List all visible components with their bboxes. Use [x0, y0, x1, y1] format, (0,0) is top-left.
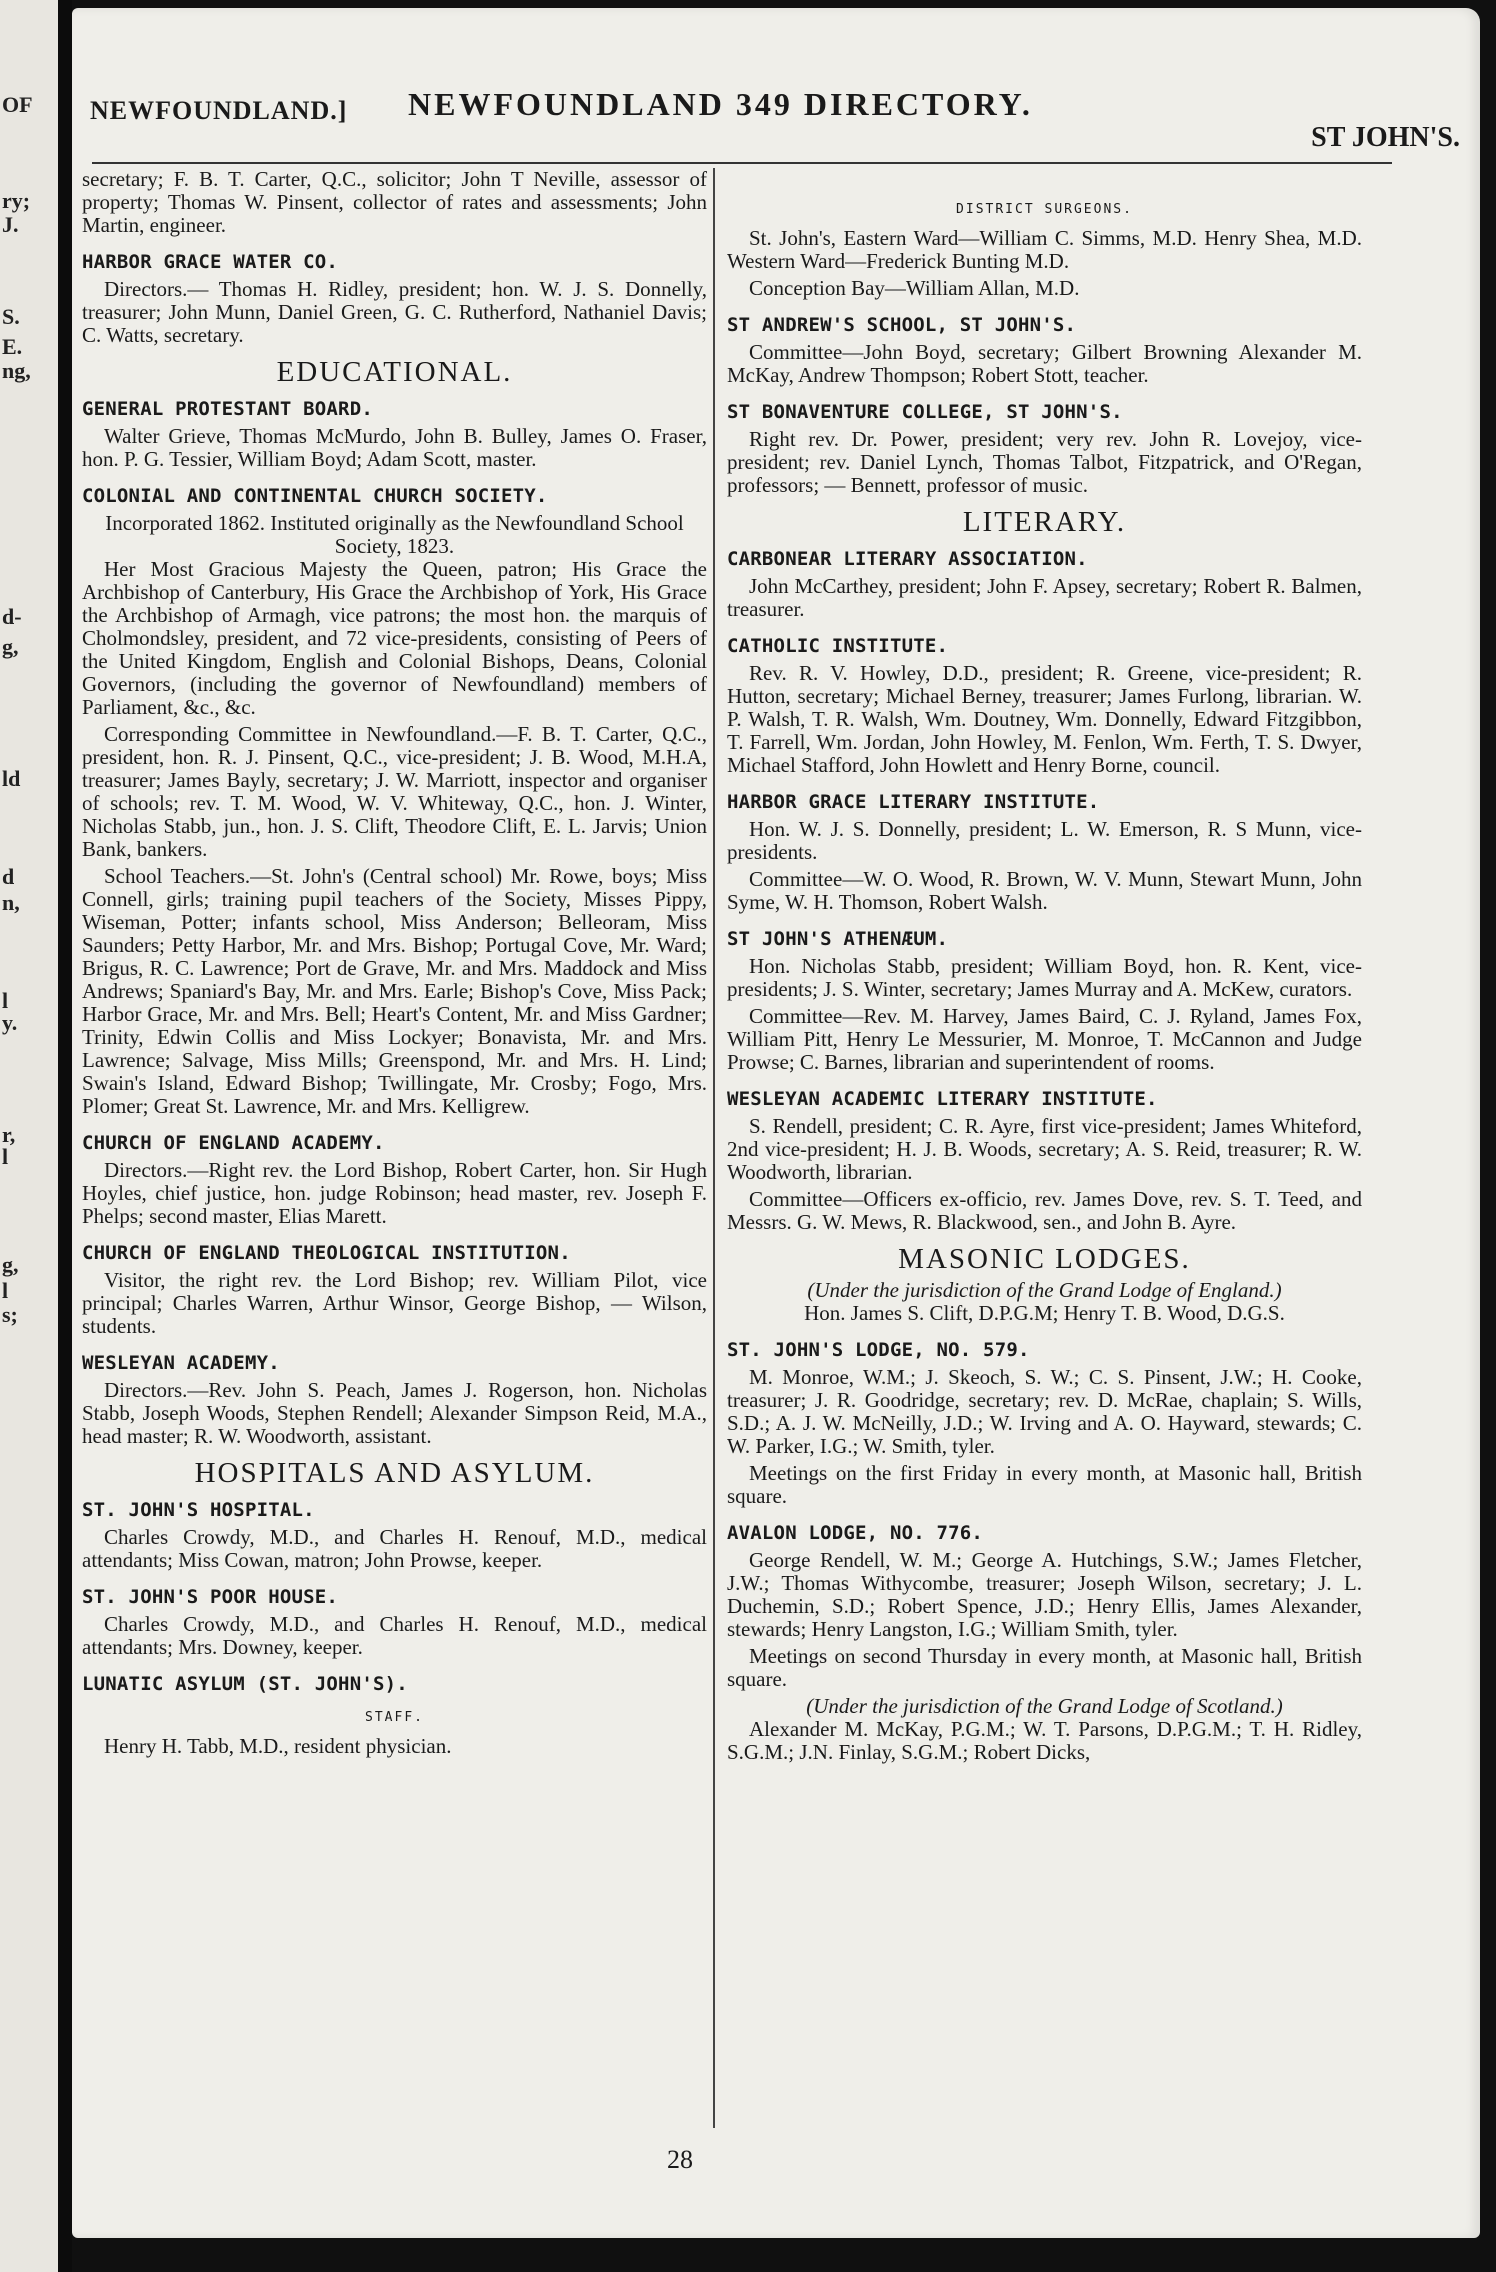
entry-paragraph: Committee—Rev. M. Harvey, James Baird, C. J. Ryland, James Fox, William Pitt, Henry Le Messurier, M. Monroe, T. McCannon and Judge Prowse; C. Barnes, librarian and superintendent of rooms. — [727, 1004, 1362, 1074]
strip-fragment: n, — [2, 890, 20, 915]
strip-fragment: d — [2, 864, 15, 889]
entry-paragraph: Hon. Nicholas Stabb, president; William Boyd, hon. R. Kent, vice-presidents; J. S. Winter, secretary; James Murray and A. McKew, curators. — [727, 954, 1362, 1001]
strip-fragment: l — [2, 1144, 9, 1169]
page-gutter — [58, 0, 72, 2272]
entry-paragraph: S. Rendell, president; C. R. Ayre, first vice-president; James Whiteford, 2nd vice-president; H. J. B. Woods, secretary; A. S. Reid, treasurer; R. W. Woodworth, librarian. — [727, 1114, 1362, 1184]
strip-fragment: l — [2, 988, 9, 1013]
entry-heading: ST ANDREW'S SCHOOL, ST JOHN'S. — [727, 314, 1077, 336]
entry-paragraph: Her Most Gracious Majesty the Queen, patron; His Grace the Archbishop of Canterbury, His Grace the Archbishop of York, His Grace the Archbishop of Armagh, vice patrons; the most hon. the marquis of Cholmondsley, president, and 72 vice-presidents, consisting of Peers of the United Kingdom, English and Colonial Bishops, Deans, Colonial Governors, (including the governor of Newfoundland) members of Parliament, &c., &c. — [82, 557, 707, 719]
entry-paragraph: School Teachers.—St. John's (Central school) Mr. Rowe, boys; Miss Connell, girls; training pupil teachers of the Society, Misses Pippy, Wiseman, Potter; infants school, Miss Anderson; Belleoram, Miss Saunders; Petty Harbor, Mr. and Mrs. Bishop; Portugal Cove, Mr. Ward; Brigus, R. C. Lawrence; Port de Grave, Mr. and Mrs. Maddock and Miss Andrews; Spaniard's Bay, Mr. and Mrs. Earle; Bishop's Cove, Miss Pack; Harbor Grace, Mr. and Mrs. Bell; Heart's Content, Mr. and Miss Gardner; Trinity, Edwin Collis and Miss Lockyer; Bonavista, Mr. and Mrs. Lawrence; Salvage, Miss Mills; Greenspond, Mr. and Mrs. H. Lind; Swain's Island, Edward Bishop; Twillingate, Mr. Crosby; Fogo, Mrs. Plomer; Great St. Lawrence, Mr. and Mrs. Kelligrew. — [82, 864, 707, 1118]
entry-heading: CARBONEAR LITERARY ASSOCIATION. — [727, 548, 1088, 570]
section-title: HOSPITALS AND ASYLUM. — [194, 1457, 595, 1489]
adjacent-page-strip — [0, 0, 58, 2272]
entry-paragraph: Walter Grieve, Thomas McMurdo, John B. Bulley, James O. Fraser, hon. P. G. Tessier, William Boyd; Adam Scott, master. — [82, 424, 707, 471]
strip-fragment: g, — [2, 634, 19, 659]
entry-paragraph: Committee—John Boyd, secretary; Gilbert Browning Alexander M. McKay, Andrew Thompson; Robert Stott, teacher. — [727, 340, 1362, 387]
entry-paragraph: Hon. W. J. S. Donnelly, president; L. W. Emerson, R. S Munn, vice-presidents. — [727, 817, 1362, 864]
directory-page — [72, 8, 1480, 2238]
entry-heading: ST. JOHN'S HOSPITAL. — [82, 1499, 315, 1521]
sub-heading: DISTRICT SURGEONS. — [956, 202, 1133, 217]
entry-heading: HARBOR GRACE LITERARY INSTITUTE. — [727, 791, 1100, 813]
entry-paragraph: Directors.—Right rev. the Lord Bishop, Robert Carter, hon. Sir Hugh Hoyles, chief justice, hon. judge Robinson; head master, rev. Joseph F. Phelps; second master, Elias Marett. — [82, 1158, 707, 1228]
entry-heading: CATHOLIC INSTITUTE. — [727, 635, 949, 657]
centered-note: Hon. James S. Clift, D.P.G.M; Henry T. B. Wood, D.G.S. — [804, 1301, 1285, 1325]
header-right: ST JOHN'S. — [1311, 122, 1460, 153]
jurisdiction-note: (Under the jurisdiction of the Grand Lodge of England.) — [807, 1278, 1282, 1302]
entry-heading: WESLEYAN ACADEMY. — [82, 1352, 280, 1374]
strip-fragment: S. — [2, 304, 20, 329]
strip-fragment: ry; — [2, 188, 31, 213]
entry-paragraph: Henry H. Tabb, M.D., resident physician. — [104, 1734, 452, 1758]
entry-paragraph: Rev. R. V. Howley, D.D., president; R. Greene, vice-president; R. Hutton, secretary; Michael Berney, treasurer; James Furlong, librarian. W. P. Walsh, T. R. Walsh, Wm. Doutney, Wm. Donnelly, Edward Fitzgibbon, T. Farrell, Wm. Jordan, John Howley, M. Fenlon, Wm. Ferth, T. S. Dwyer, Michael Stafford, John Howlett and Henry Borne, council. — [727, 661, 1362, 777]
entry-paragraph: Alexander M. McKay, P.G.M.; W. T. Parsons, D.P.G.M.; T. H. Ridley, S.G.M.; J.N. Finlay, S.G.M.; Robert Dicks, — [727, 1717, 1362, 1764]
entry-paragraph: Directors.— Thomas H. Ridley, president; hon. W. J. S. Donnelly, treasurer; John Munn, Daniel Green, G. C. Rutherford, Nathaniel Davis; C. Watts, secretary. — [82, 277, 707, 347]
section-title: EDUCATIONAL. — [276, 356, 513, 388]
entry-heading: GENERAL PROTESTANT BOARD. — [82, 398, 373, 420]
strip-fragment: l — [2, 1278, 9, 1303]
entry-paragraph: Meetings on the first Friday in every month, at Masonic hall, British square. — [727, 1461, 1362, 1508]
strip-fragment: ng, — [2, 358, 31, 383]
entry-paragraph: Charles Crowdy, M.D., and Charles H. Renouf, M.D., medical attendants; Mrs. Downey, keeper. — [82, 1612, 707, 1659]
entry-paragraph: Right rev. Dr. Power, president; very rev. John R. Lovejoy, vice-president; rev. Daniel Lynch, Thomas Talbot, Fitzpatrick, and O'Regan, professors; — Bennett, professor of music. — [727, 427, 1362, 497]
header-rule — [92, 162, 1392, 164]
strip-fragment: E. — [2, 334, 23, 359]
entry-paragraph: Charles Crowdy, M.D., and Charles H. Renouf, M.D., medical attendants; Miss Cowan, matron; John Prowse, keeper. — [82, 1525, 707, 1572]
strip-fragment: r, — [2, 1122, 16, 1147]
centered-note: Incorporated 1862. Instituted originally as the Newfoundland School Society, 1823. — [105, 511, 684, 558]
entry-paragraph: George Rendell, W. M.; George A. Hutchings, S.W.; James Fletcher, J.W.; Thomas Withycombe, treasurer; Joseph Wilson, secretary; J. L. Duchemin, S.D.; Robert Spence, J.D.; Henry Ellis, James Alexander, stewards; Henry Langston, I.G.; William Smith, tyler. — [727, 1548, 1362, 1641]
section-title: MASONIC LODGES. — [898, 1243, 1191, 1275]
left-column — [82, 168, 707, 1762]
entry-heading: ST JOHN'S ATHENÆUM. — [727, 928, 949, 950]
strip-fragment: OF — [2, 92, 33, 117]
entry-paragraph: Committee—Officers ex-officio, rev. James Dove, rev. S. T. Teed, and Messrs. G. W. Mews, R. Blackwood, sen., and John B. Ayre. — [727, 1187, 1362, 1234]
page-number: 28 — [667, 2145, 693, 2174]
column-divider — [713, 168, 715, 2128]
header-center: NEWFOUNDLAND 349 DIRECTORY. — [408, 86, 1033, 122]
entry-paragraph: Conception Bay—William Allan, M.D. — [749, 276, 1080, 300]
jurisdiction-note: (Under the jurisdiction of the Grand Lodge of Scotland.) — [806, 1694, 1283, 1718]
entry-paragraph: John McCarthey, president; John F. Apsey, secretary; Robert R. Balmen, treasurer. — [727, 574, 1362, 621]
entry-paragraph: Visitor, the right rev. the Lord Bishop; rev. William Pilot, vice principal; Charles Warren, Arthur Winsor, George Bishop, — Wilson, students. — [82, 1268, 707, 1338]
entry-heading: ST BONAVENTURE COLLEGE, ST JOHN'S. — [727, 401, 1123, 423]
strip-fragment: s; — [2, 1302, 18, 1327]
section-title: LITERARY. — [962, 506, 1127, 538]
entry-paragraph: Committee—W. O. Wood, R. Brown, W. V. Munn, Stewart Munn, John Syme, W. H. Thomson, Robert Walsh. — [727, 867, 1362, 914]
sub-heading: STAFF. — [365, 1710, 424, 1725]
entry-heading: ST. JOHN'S LODGE, NO. 579. — [727, 1339, 1030, 1361]
entry-heading: AVALON LODGE, NO. 776. — [727, 1522, 984, 1544]
entry-paragraph: M. Monroe, W.M.; J. Skeoch, S. W.; C. S. Pinsent, J.W.; H. Cooke, treasurer; J. R. Goodridge, secretary; rev. D. McRae, chaplain; S. Wills, S.D.; A. J. W. McNeilly, J.D.; W. Irving and A. O. Hayward, stewards; C. W. Parker, I.G.; W. Smith, tyler. — [727, 1365, 1362, 1458]
entry-heading: WESLEYAN ACADEMIC LITERARY INSTITUTE. — [727, 1088, 1158, 1110]
entry-heading: LUNATIC ASYLUM (ST. JOHN'S). — [82, 1673, 408, 1695]
entry-heading: CHURCH OF ENGLAND ACADEMY. — [82, 1132, 385, 1154]
strip-fragment: d- — [2, 604, 22, 629]
entry-paragraph: Meetings on second Thursday in every month, at Masonic hall, British square. — [727, 1644, 1362, 1691]
entry-heading: HARBOR GRACE WATER CO. — [82, 251, 339, 273]
entry-paragraph: Directors.—Rev. John S. Peach, James J. Rogerson, hon. Nicholas Stabb, Joseph Woods, Stephen Rendell; Alexander Simpson Reid, M.A., head master; R. W. Woodworth, assistant. — [82, 1378, 707, 1448]
entry-heading: COLONIAL AND CONTINENTAL CHURCH SOCIETY. — [82, 485, 548, 507]
strip-fragment: J. — [2, 212, 19, 237]
strip-fragment: ld — [2, 766, 21, 791]
header-left: NEWFOUNDLAND.] — [90, 96, 348, 125]
page-header — [90, 80, 1460, 160]
right-column — [727, 188, 1362, 1768]
entry-heading: CHURCH OF ENGLAND THEOLOGICAL INSTITUTION. — [82, 1242, 571, 1264]
strip-fragment: y. — [2, 1010, 18, 1035]
entry-heading: ST. JOHN'S POOR HOUSE. — [82, 1586, 339, 1608]
strip-fragment: g, — [2, 1252, 19, 1277]
entry-paragraph: St. John's, Eastern Ward—William C. Simms, M.D. Henry Shea, M.D. Western Ward—Frederick Bunting M.D. — [727, 226, 1362, 273]
entry-paragraph: Corresponding Committee in Newfoundland.—F. B. T. Carter, Q.C., president, hon. R. J. Pinsent, Q.C., vice-president; J. B. Wood, M.H.A, treasurer; James Bayly, secretary; J. W. Marriott, inspector and organiser of schools; rev. T. M. Wood, W. V. Whiteway, Q.C., hon. J. Winter, Nicholas Stabb, jun., hon. J. S. Clift, Theodore Clift, E. L. Jarvis; Union Bank, bankers. — [82, 722, 707, 861]
entry-paragraph: secretary; F. B. T. Carter, Q.C., solicitor; John T Neville, assessor of property; Thomas W. Pinsent, collector of rates and assessments; John Martin, engineer. — [82, 167, 707, 237]
